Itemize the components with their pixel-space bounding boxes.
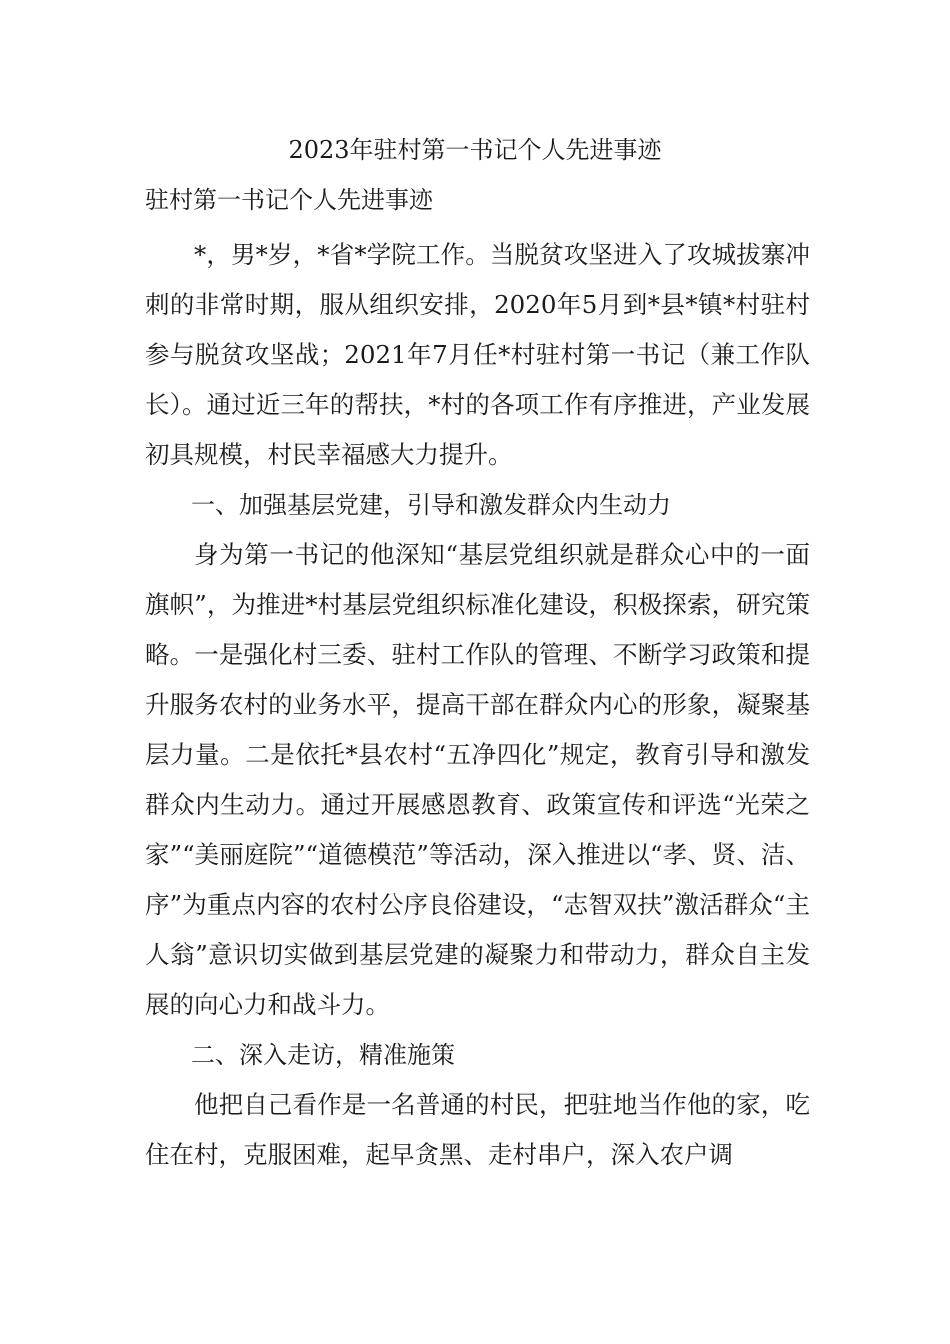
paragraph-section-1: 身为第一书记的他深知“基层党组织就是群众心中的一面旗帜”，为推进*村基层党组织标准化建设，积极探索，研究策略。一是强化村三委、驻村工作队的管理、不断学习政策和提升服务农村的业务水平，提高干部在群众内心的形象，凝聚基层力量。二是依托*县农村“五净四化”规定，教育引导和激发群众内生动力。通过开展感恩教育、政策宣传和评选“光荣之家”“美丽庭院”“道德模范”等活动，深入推进以“孝、贤、洁、序”为重点内容的农村公序良俗建设，“志智双扶”激活群众“主人翁”意识切实做到基层党建的凝聚力和带动力，群众自主发展的向心力和战斗力。 [145, 540, 810, 1019]
document-body [145, 230, 810, 1180]
paragraph-section-2: 他把自己看作是一名普通的村民，把驻地当作他的家，吃住在村，克服困难，起早贪黑、走村串户，深入农户调 [145, 1090, 810, 1169]
document-subtitle: 驻村第一书记个人先进事迹 [145, 186, 433, 214]
section-heading-2: 二、深入走访，精准施策 [191, 1041, 455, 1069]
section-heading-1: 一、加强基层党建，引导和激发群众内生动力 [191, 491, 671, 519]
paragraph-intro: *，男*岁，*省*学院工作。当脱贫攻坚进入了攻城拔寨冲刺的非常时期，服从组织安排，2020年5月到*县*镇*村驻村参与脱贫攻坚战；2021年7月任*村驻村第一书记（兼工作队长）。通过近三年的帮扶，*村的各项工作有序推进，产业发展初具规模，村民幸福感大力提升。 [145, 240, 810, 469]
document-title: 2023年驻村第一书记个人先进事迹 [288, 136, 662, 164]
